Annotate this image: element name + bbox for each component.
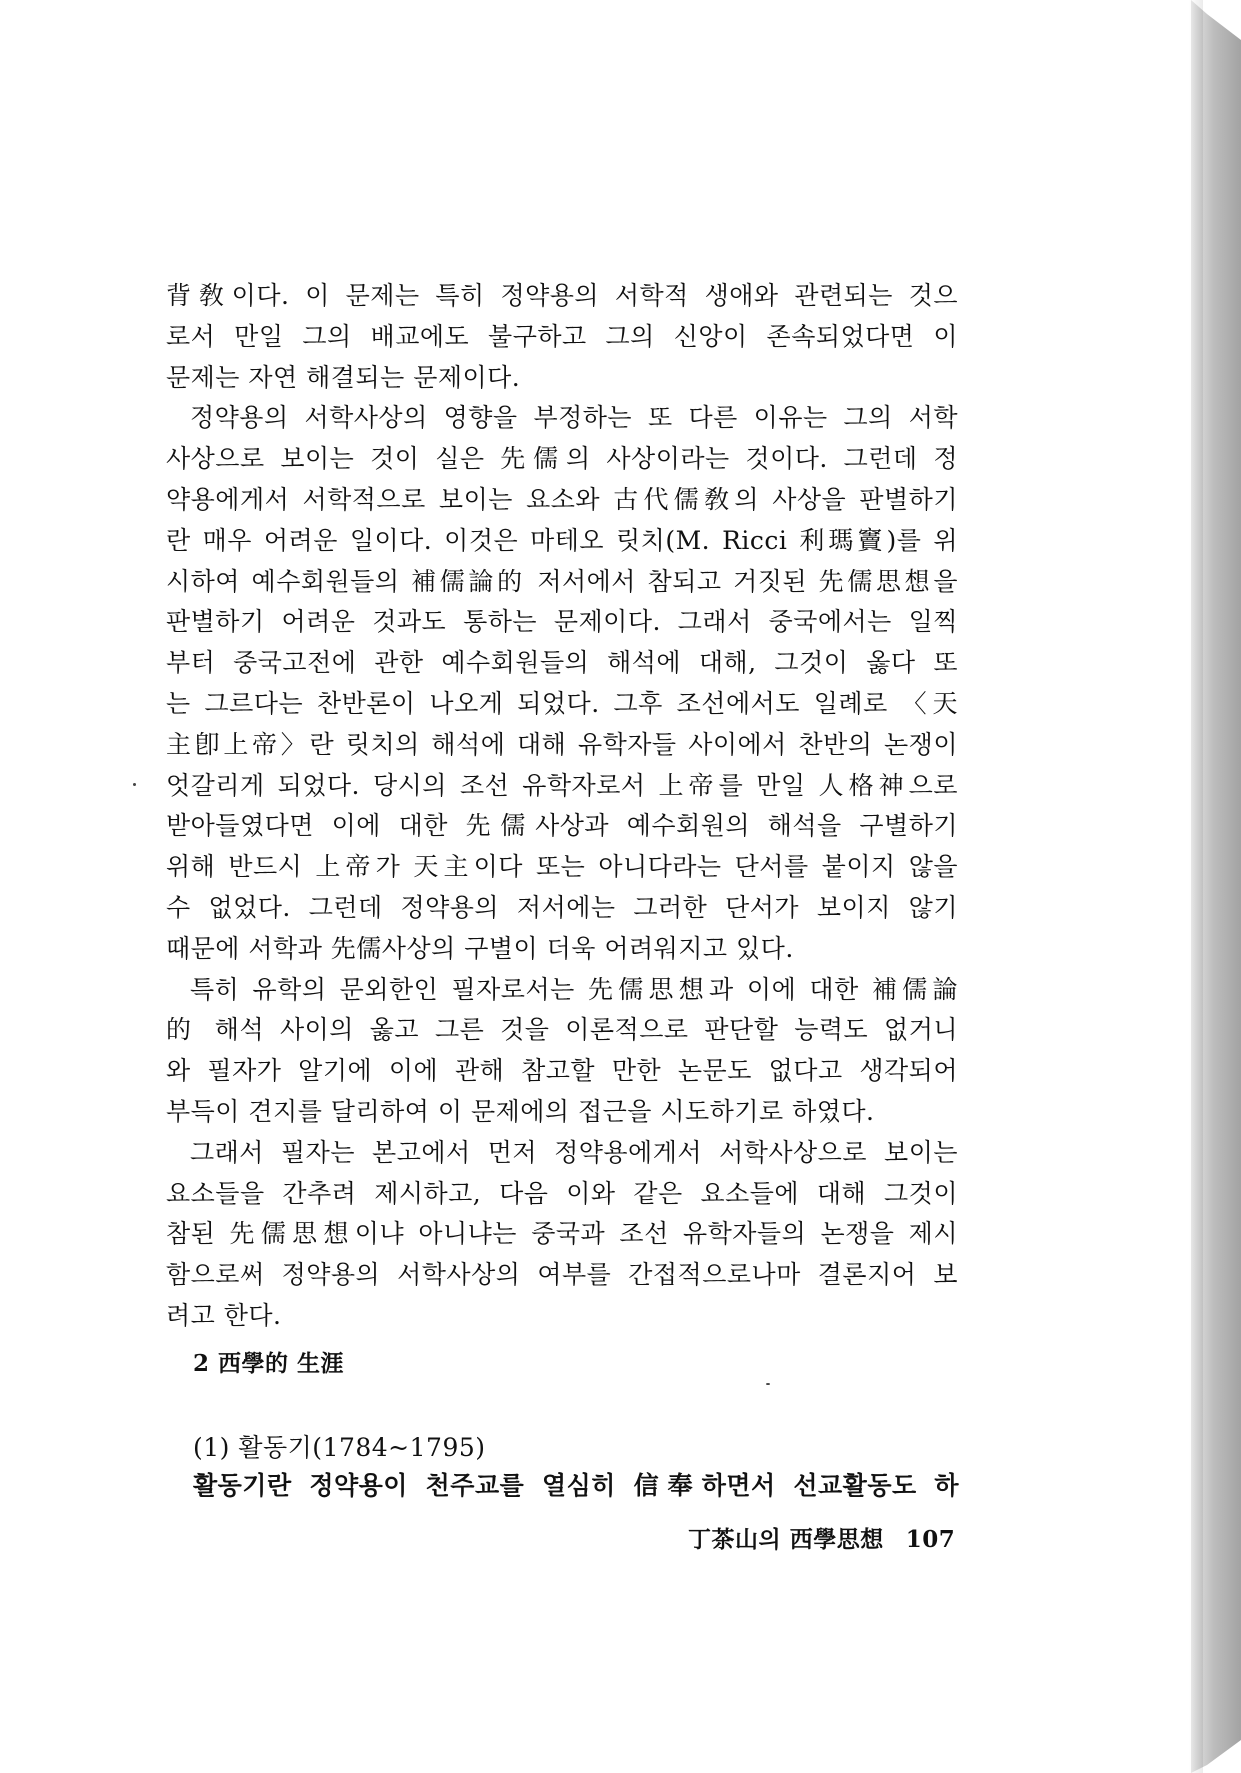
page-fold-shadow <box>1189 0 1203 1773</box>
text-line: 는 그르다는 찬반론이 나오게 되었다. 그후 조선에서도 일례로 〈天 <box>166 688 958 718</box>
running-footer <box>688 1521 955 1554</box>
text-line: 함으로써 정약용의 서학사상의 여부를 간접적으로나마 결론지어 보 <box>166 1260 958 1290</box>
sub-heading: (1) 활동기(1784~1795) <box>193 1433 486 1462</box>
text-line: 的 해석 사이의 옳고 그른 것을 이론적으로 판단할 능력도 없거니 <box>166 1015 958 1045</box>
text-line: 특히 유학의 문외한인 필자로서는 先儒思想과 이에 대한 補儒論 <box>190 974 958 1004</box>
text-line: 려고 한다. <box>166 1300 282 1330</box>
text-line: 정약용의 서학사상의 영향을 부정하는 또 다른 이유는 그의 서학 <box>190 403 958 433</box>
text-line: 참된 先儒思想이냐 아니냐는 중국과 조선 유학자들의 논쟁을 제시 <box>166 1219 958 1249</box>
text-line: 主卽上帝〉란 릿치의 해석에 대해 유학자들 사이에서 찬반의 논쟁이 <box>166 729 958 759</box>
text-line: 요소들을 간추려 제시하고, 다음 이와 같은 요소들에 대해 그것이 <box>166 1178 958 1208</box>
text-line: 부터 중국고전에 관한 예수회원들의 해석에 대해, 그것이 옳다 또 <box>166 648 958 678</box>
text-line: 背敎이다. 이 문제는 특히 정약용의 서학적 생애와 관련되는 것으 <box>166 281 958 310</box>
text-line: 사상으로 보이는 것이 실은 先儒의 사상이라는 것이다. 그런데 정 <box>166 444 958 474</box>
text-line: 활동기란 정약용이 천주교를 열심히 信奉하면서 선교활동도 하 <box>193 1471 959 1500</box>
text-line: 위해 반드시 上帝가 天主이다 또는 아니다라는 단서를 붙이지 않을 <box>166 852 958 882</box>
scan-speck <box>766 1383 770 1385</box>
text-line: 받아들였다면 이에 대한 先儒사상과 예수회원의 해석을 구별하기 <box>166 811 958 841</box>
running-title: 丁茶山의 西學思想 <box>688 1526 884 1553</box>
page-number: 107 <box>905 1526 956 1553</box>
paragraph-2 <box>166 398 958 969</box>
text-line: 수 없었다. 그런데 정약용의 저서에는 그러한 단서가 보이지 않기 <box>166 892 958 922</box>
text-line: 그래서 필자는 본고에서 먼저 정약용에게서 서학사상으로 보이는 <box>190 1137 958 1167</box>
text-line: 란 매우 어려운 일이다. 이것은 마테오 릿치(M. Ricci 利瑪竇)를 위 <box>166 525 958 555</box>
scan-speck <box>133 783 136 786</box>
text-line: 와 필자가 알기에 이에 관해 참고할 만한 논문도 없다고 생각되어 <box>166 1056 958 1086</box>
text-line: 약용에게서 서학적으로 보이는 요소와 古代儒敎의 사상을 판별하기 <box>166 484 958 514</box>
text-line: 문제는 자연 해결되는 문제이다. <box>166 362 521 392</box>
paragraph-1 <box>166 276 958 398</box>
text-line: 엇갈리게 되었다. 당시의 조선 유학자로서 上帝를 만일 人格神으로 <box>166 770 958 800</box>
paragraph-4 <box>166 1133 958 1337</box>
text-line: 판별하기 어려운 것과도 통하는 문제이다. 그래서 중국에서는 일찍 <box>166 607 958 637</box>
text-line: 로서 만일 그의 배교에도 불구하고 그의 신앙이 존속되었다면 이 <box>166 321 958 351</box>
text-line: 때문에 서학과 先儒사상의 구별이 더욱 어려워지고 있다. <box>166 933 794 963</box>
text-line: 부득이 견지를 달리하여 이 문제에의 접근을 시도하기로 하였다. <box>166 1096 875 1126</box>
page-body <box>166 276 958 1337</box>
paragraph-3 <box>166 970 958 1133</box>
text-line: 시하여 예수회원들의 補儒論的 저서에서 참되고 거짓된 先儒思想을 <box>166 566 958 596</box>
section-heading: 2 西學的 生涯 <box>193 1350 345 1377</box>
